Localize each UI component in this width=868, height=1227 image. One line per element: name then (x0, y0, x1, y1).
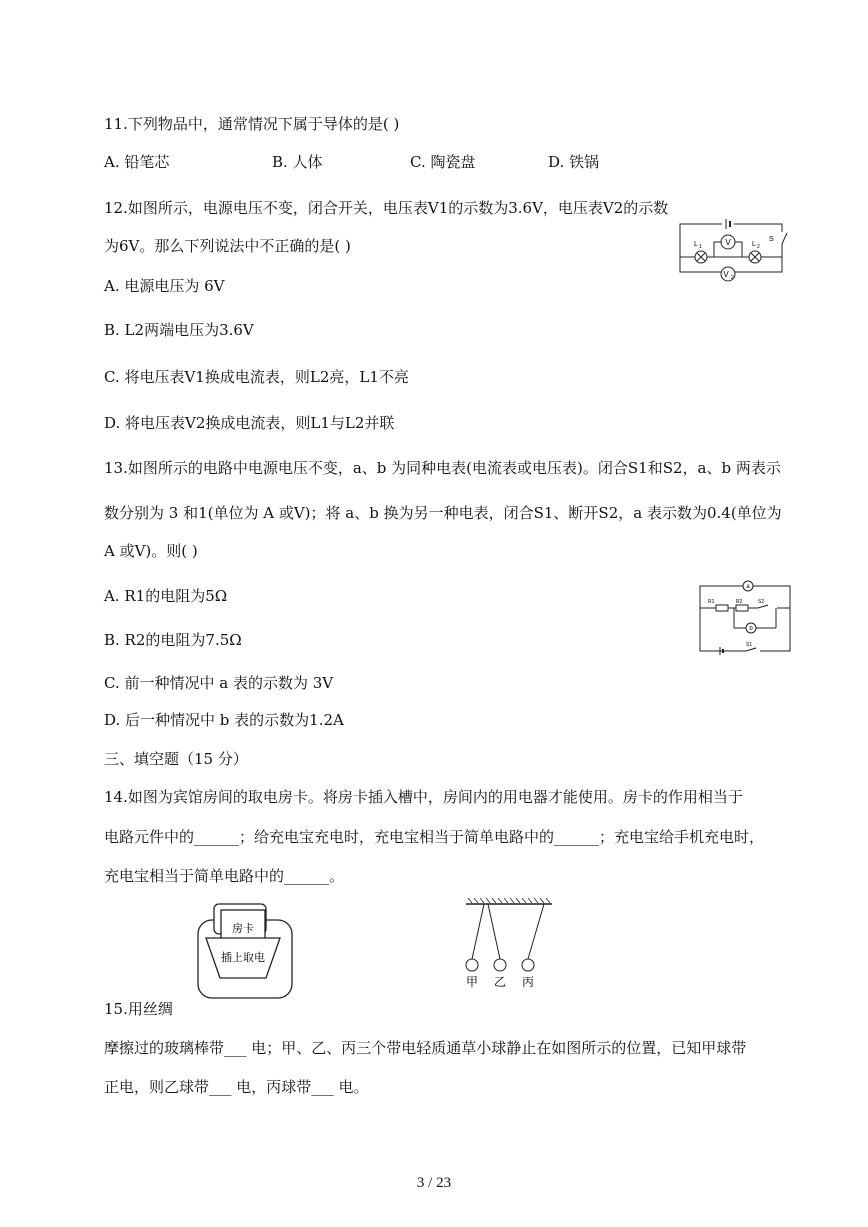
l1-sub: 1 (699, 244, 702, 250)
resistor-r1-icon (716, 605, 728, 611)
switch-s2-icon (758, 605, 768, 608)
q12-option-d: D. 将电压表V2换成电流表，则L1与L2并联 (104, 414, 395, 432)
q12-option-c: C. 将电压表V1换成电流表，则L2亮，L1不亮 (104, 368, 409, 386)
ball-yi (494, 959, 506, 971)
pith-balls-figure (462, 898, 556, 990)
q13-stem-line1: 13.如图所示的电路中电源电压不变，a、b 为同种电表(电流表或电压表)。闭合S1和S2，a、b 两表示 (104, 459, 781, 477)
q13-option-a: A. R1的电阻为5Ω (104, 587, 228, 605)
s1-label: S1 (746, 642, 753, 648)
ball-bing (522, 959, 534, 971)
q13-stem-line3: A 或V)。则( ) (104, 542, 198, 560)
q13-option-c: C. 前一种情况中 a 表的示数为 3V (104, 674, 334, 692)
q15-line1: 15.用丝绸 (104, 1000, 173, 1018)
q14-line2: 电路元件中的______；给充电宝充电时，充电宝相当于简单电路中的______；充电宝给手机充电时， (104, 828, 765, 846)
ball-jia (466, 959, 478, 971)
r1-label: R1 (708, 599, 715, 605)
q13-option-d: D. 后一种情况中 b 表的示数为1.2A (104, 711, 344, 729)
q11-option-d: D. 铁锅 (548, 153, 600, 171)
q11-option-a: A. 铅笔芯 (104, 153, 170, 171)
q13-option-b: B. R2的电阻为7.5Ω (104, 631, 242, 649)
section-heading: 三、填空题（15 分） (104, 750, 248, 768)
q11-option-c: C. 陶瓷盘 (410, 153, 476, 171)
q12-option-a: A. 电源电压为 6V (104, 277, 225, 295)
page-number: 3 / 23 (416, 1175, 452, 1191)
q12-stem-line2: 为6V。那么下列说法中不正确的是( ) (104, 237, 351, 255)
q11-stem: 11.下列物品中，通常情况下属于导体的是( ) (104, 115, 400, 133)
q12-option-b: B. L2两端电压为3.6V (104, 321, 254, 339)
room-card-label: 房卡 (232, 923, 254, 935)
l1-label: L (694, 241, 698, 248)
q15-line3: 正电，则乙球带___ 电，丙球带___ 电。 (104, 1078, 369, 1096)
q12-stem-line1: 12.如图所示，电源电压不变，闭合开关，电压表V1的示数为3.6V，电压表V2的示数 (104, 199, 669, 217)
l2-label: L (752, 241, 756, 248)
q14-line1: 14.如图为宾馆房间的取电房卡。将房卡插入槽中，房间内的用电器才能使用。房卡的作用相当于 (104, 788, 743, 806)
meter-b-label: b (749, 626, 753, 632)
ball-yi-label: 乙 (493, 975, 507, 989)
q11-option-b: B. 人体 (272, 153, 323, 171)
q12-circuit-diagram (676, 216, 788, 284)
ball-jia-label: 甲 (465, 975, 479, 989)
switch-s-label: S (769, 236, 774, 243)
resistor-r2-icon (736, 605, 748, 611)
v2-label: V (723, 270, 729, 279)
r2-label: R2 (736, 599, 743, 605)
q15-line2: 摩擦过的玻璃棒带___ 电；甲、乙、丙三个带电轻质通草小球静止在如图所示的位置，已知甲球带 (104, 1039, 747, 1057)
s2-label: S2 (758, 599, 765, 605)
q13-circuit-diagram (696, 578, 794, 656)
l2-sub: 2 (757, 244, 760, 250)
q14-line3: 充电宝相当于简单电路中的______。 (104, 867, 345, 885)
ball-bing-label: 丙 (521, 975, 535, 989)
q13-stem-line2: 数分别为 3 和1(单位为 A 或V)；将 a、b 换为另一种电表，闭合S1、断开S2，a 表示数为0.4(单位为 (104, 504, 782, 522)
room-card-figure (196, 900, 296, 1002)
meter-a-label: a (746, 584, 750, 590)
power-slot-label: 插上取电 (221, 952, 265, 964)
v1-label: V (725, 238, 731, 247)
v2-sub: 2 (731, 275, 734, 281)
